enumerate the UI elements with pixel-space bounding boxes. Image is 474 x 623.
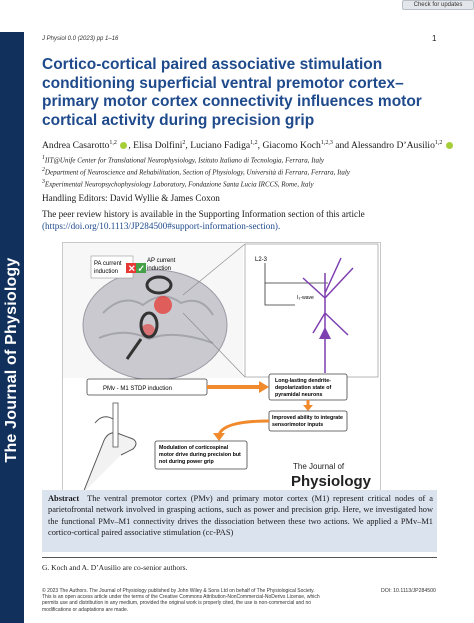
affiliation-text: Experimental Neuropsychophysiology Laboratory, Fondazione Santa Lucia IRCCS, Rome, Italy <box>44 179 314 188</box>
peer-review-text: The peer review history is available in the Supporting Information section of this article <box>42 209 365 219</box>
abstract-text: The ventral premotor cortex (PMv) and primary motor cortex (M1) represent critical nodes of a parietofrontal network involved in grasping actions, such as power and precision grip. Here, we investigated how the functional PMv–M1 connectivity drives the dissociation between these two actions. We applied a PMv–M1 cortico-cortical paired associative stimulation (cc-PAS) <box>48 494 434 538</box>
author-name[interactable]: Luciano Fadiga <box>190 140 251 152</box>
author-name[interactable]: Alessandro D’Ausilio <box>350 140 435 152</box>
hand-finger <box>95 417 113 423</box>
ap-label-text: induction <box>147 266 172 272</box>
author-sup: 1,2 <box>434 140 443 146</box>
flow-arrowhead <box>259 381 269 393</box>
copyright-line: permits use and distribution in any medium, provided the original work is properly cited, the use is non-commercial and no <box>42 600 312 607</box>
abstract-label: Abstract <box>48 494 80 503</box>
author-separator: , <box>185 140 191 152</box>
affiliation-number: 1 <box>42 155 45 161</box>
author-sup: 1,2,3 <box>320 140 333 146</box>
footnote-rule <box>42 557 437 558</box>
stimulation-hotspot <box>154 296 172 314</box>
figure-svg <box>63 243 380 495</box>
copyright-line: © 2023 The Authors. The Journal of Physiology published by John Wiley & Sons Ltd on behalf of The Physiological Society. <box>42 588 315 594</box>
layer-label: L2-3 <box>255 257 268 263</box>
affiliations <box>42 154 350 189</box>
author-name[interactable]: Giacomo Koch <box>262 140 321 152</box>
author-name[interactable]: Elisa Dolfini <box>133 140 183 152</box>
peer-review-link[interactable]: (https://doi.org/10.1113/JP284500#support-information-section). <box>42 221 281 231</box>
journal-sidebar <box>0 32 24 623</box>
pa-label-text: induction <box>94 269 119 275</box>
author-separator: , <box>128 140 134 152</box>
flow-arrow <box>219 421 269 435</box>
author-list <box>42 140 442 151</box>
handling-editors: Handling Editors: David Wyllie & James Coxon <box>42 193 220 203</box>
author-sup: 2 <box>182 140 186 146</box>
author-separator: , <box>257 140 263 152</box>
grip-object <box>113 403 118 447</box>
affiliation-item <box>42 154 350 166</box>
page-number: 1 <box>432 34 437 43</box>
journal-reference: J Physiol 0.0 (2023) pp 1–16 <box>42 36 119 42</box>
outcome-box-1-text: pyramidal neurons <box>275 392 323 398</box>
author-sup: 1,2 <box>109 140 117 146</box>
doi-text[interactable]: DOI: 10.1113/JP284500 <box>381 588 436 594</box>
affiliation-number: 3 <box>42 178 45 185</box>
sidebar-journal-name: The Journal of Physiology <box>3 257 20 463</box>
outcome-box-2 <box>269 411 347 431</box>
journal-logo-small: The Journal of <box>293 462 345 471</box>
flow-arrowhead <box>303 405 313 411</box>
check-for-updates-button[interactable]: Check for updates <box>402 0 474 10</box>
abstract <box>48 493 433 539</box>
outcome-box-3-text: Modulation of corticospinal <box>159 445 229 451</box>
affiliation-text: Department of Neuroscience and Rehabilitation, Section of Physiology, Università di Ferrara, Ferrara, Italy <box>44 168 350 177</box>
author-separator: and <box>332 140 351 152</box>
orcid-icon[interactable] <box>446 142 453 149</box>
affiliation-number: 2 <box>42 166 45 173</box>
stdp-label: PMv - M1 STDP induction <box>103 386 172 392</box>
article-title: Cortico-cortical paired associative stimulation conditioning superficial ventral premotor cortex–primary motor cortex connectivity influences motor cortical activity during precision grip <box>42 56 422 129</box>
copyright-line: modifications or adaptations are made. <box>42 606 129 613</box>
outcome-box-1-text: depolarization state of <box>275 385 332 391</box>
author-name[interactable]: Andrea Casarotto <box>42 140 110 152</box>
affiliation-text: IIT@Unife Center for Translational Neurophysiology, Istituto Italiano di Tecnologia, Ferrara, Italy <box>44 156 325 165</box>
orcid-icon[interactable] <box>120 142 127 149</box>
graphical-abstract-figure <box>62 242 381 496</box>
outcome-box-2-text: Improved ability to integrate <box>272 415 343 421</box>
journal-logo-big: Physiology <box>291 473 372 490</box>
outcome-box-3-text: not during power grip <box>159 459 214 465</box>
iwave-label: I₃-wave <box>297 295 314 301</box>
brain-illustration <box>83 270 227 380</box>
outcome-box-3-text: motor drive during precision but <box>159 452 241 458</box>
affiliation-item <box>42 166 350 178</box>
pa-label-text: PA current <box>94 261 122 267</box>
flow-arrowhead <box>213 433 225 441</box>
affiliation-item <box>42 178 350 190</box>
cross-icon-glyph: ✕ <box>128 263 136 274</box>
outcome-box-2-text: sensorimotor inputs <box>272 422 324 428</box>
author-sup: 1,2 <box>250 140 258 146</box>
peer-review-note <box>42 208 437 232</box>
outcome-box-1-text: Long-lasting dendrite- <box>275 378 331 384</box>
co-senior-footnote: G. Koch and A. D’Ausilio are co-senior authors. <box>42 563 188 572</box>
check-icon-glyph: ✓ <box>137 263 146 274</box>
hand-illustration <box>83 433 136 493</box>
ap-label-text: AP current <box>147 258 176 264</box>
copyright-line: This is an open access article under the terms of the Creative Commons Attribution-NonCommercial-NoDerivs License, which <box>42 594 320 601</box>
copyright-block <box>42 588 332 613</box>
